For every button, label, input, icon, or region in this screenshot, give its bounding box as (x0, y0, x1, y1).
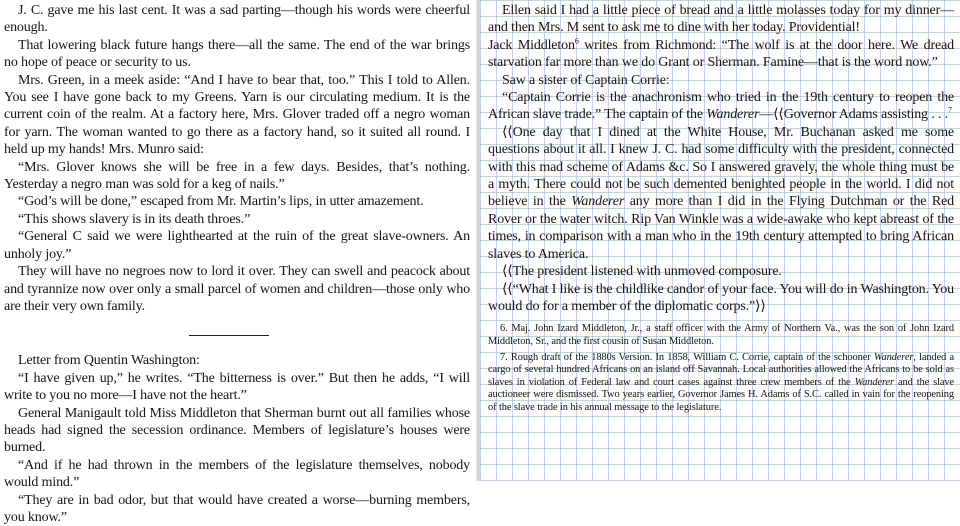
paragraph-text: any more than I did in the Flying Dutchman or the Red Rover or the water witch. Rip Van Winkle was a wide-awake who kept abreast of the times, in comparison with a man who in the 19th century attempted to bring African slaves to America. (488, 194, 954, 262)
paragraph: That lowering black future hangs there—all the same. The end of the war brings no hope of peace or security to us. (4, 37, 470, 71)
ship-name: Wanderer (706, 107, 760, 123)
footnotes (488, 323, 954, 414)
paragraph: They will have no negroes now to lord it over. They can swell and peacock about and tyrannize now over only a small parcel of women and children—those only who are their very own family. (4, 264, 470, 314)
paragraph: ⟨⟨The president listened with unmoved composure. (502, 264, 782, 280)
footnote-text: 7. Rough draft of the 1880s Version. In 1858, William C. Corrie, captain of the schooner (500, 351, 874, 363)
footnote-text: , landed a cargo of several hundred Africans on an island off Savannah. Local authorities allowed the Africans to be sold as slaves in violation of Federal law and court cases against three crew members of the (488, 351, 954, 388)
ship-name: Wanderer (854, 376, 894, 388)
footnote-text: and the slave auctioneer were dismissed. Two years earlier, Governor James H. Adams of S.C. called in vain for the reopening of the slave trade in his annual message to the legislature. (488, 376, 954, 413)
paragraph-text: writes from Richmond: “The wolf is at the door here. We dread starvation far more than we do Grant or Sherman. Famine—that is the word now.” (488, 37, 954, 71)
paragraph: “This shows slavery is in its death throes.” (18, 211, 251, 227)
footnote-ref: 7 (948, 105, 952, 115)
paragraph-text: “Captain Corrie is the anachronism who tried in the 19th century to reopen the African slave trade.” The captain of the (488, 90, 954, 123)
paragraph: “And if he had thrown in the members of the legislature themselves, nobody would mind.” (4, 457, 470, 491)
paragraph (488, 37, 954, 72)
paragraph: “God’s will be done,” escaped from Mr. Martin’s lips, in utter amazement. (18, 194, 424, 210)
ship-name: Wanderer (571, 194, 625, 210)
paragraph (488, 124, 954, 263)
paragraph: General Manigault told Miss Middleton that Sherman burnt out all families whose heads had signed the secession ordinance. Members of legislature’s houses were burned. (4, 405, 470, 456)
paragraph: “General C said we were lighthearted at the ruin of the great slave-owners. An unholy joy.” (4, 229, 470, 262)
paragraph: Ellen said I had a little piece of bread and a little molasses today for my dinner—and then Mrs. M sent to ask me to dine with her today. Providential! (488, 3, 954, 36)
paragraph: “I have given up,” he writes. “The bitterness is over.” But then he adds, “I will write to you no more—I have not the heart.” (4, 370, 470, 404)
paragraph: J. C. gave me his last cent. It was a sad parting—though his words were cheerful enough. (4, 3, 470, 36)
paragraph: ⟨⟨“What I like is the childlike candor of your face. You will do in Washington. You would do for a member of the diplomatic corps.”⟩⟩ (488, 281, 954, 314)
footnote-ref: 6 (574, 36, 579, 46)
paragraph: Letter from Quentin Washington: (18, 353, 200, 369)
ship-name: Wanderer (873, 351, 914, 363)
paragraph: Saw a sister of Captain Corrie: (502, 72, 670, 88)
right-page (480, 0, 960, 481)
footnote: 6. Maj. John Izard Middleton, Jr., a staff officer with the Army of Northern Va., was the son of John Izard Middleton, Sr., and the first cousin of Susan Middleton. (488, 323, 954, 347)
paragraph-text: ⟨⟨One day that I dined at the White House, Mr. Buchanan asked me some questions about it all. I knew J. C. had some difficulty with the president, connected with this mad scheme of Adams &c. So I answered gravely, the whole thing must be a myth. There could not be such demented benighted people in the world. I did not believe in the (488, 124, 954, 210)
person-name: Jack Middleton (488, 37, 575, 53)
paragraph: “They are in bad odor, but that would have created a worse—burning members, you know.” (4, 492, 470, 525)
section-divider (189, 335, 269, 336)
left-page (0, 0, 478, 525)
paragraph: “Mrs. Glover knows she will be free in a few days. Besides, that’s nothing. Yesterday a negro man was sold for a keg of nails.” (4, 159, 470, 193)
footnote (488, 352, 954, 415)
paragraph (488, 89, 954, 124)
paragraph-text: —⟨⟨Governor Adams assisting . . . (759, 107, 948, 123)
paragraph: Mrs. Green, in a meek aside: “And I have to bear that, too.” This I told to Allen. You see I have gone back to my Greens. Yarn is our circulating medium. It is the current coin of the realm. At a factory here, Mrs. Glover traded off a negro woman for yarn. The woman wanted to go there as a factory hand, so it suited all round. I held up my hands! Mrs. Munro said: (4, 72, 470, 158)
